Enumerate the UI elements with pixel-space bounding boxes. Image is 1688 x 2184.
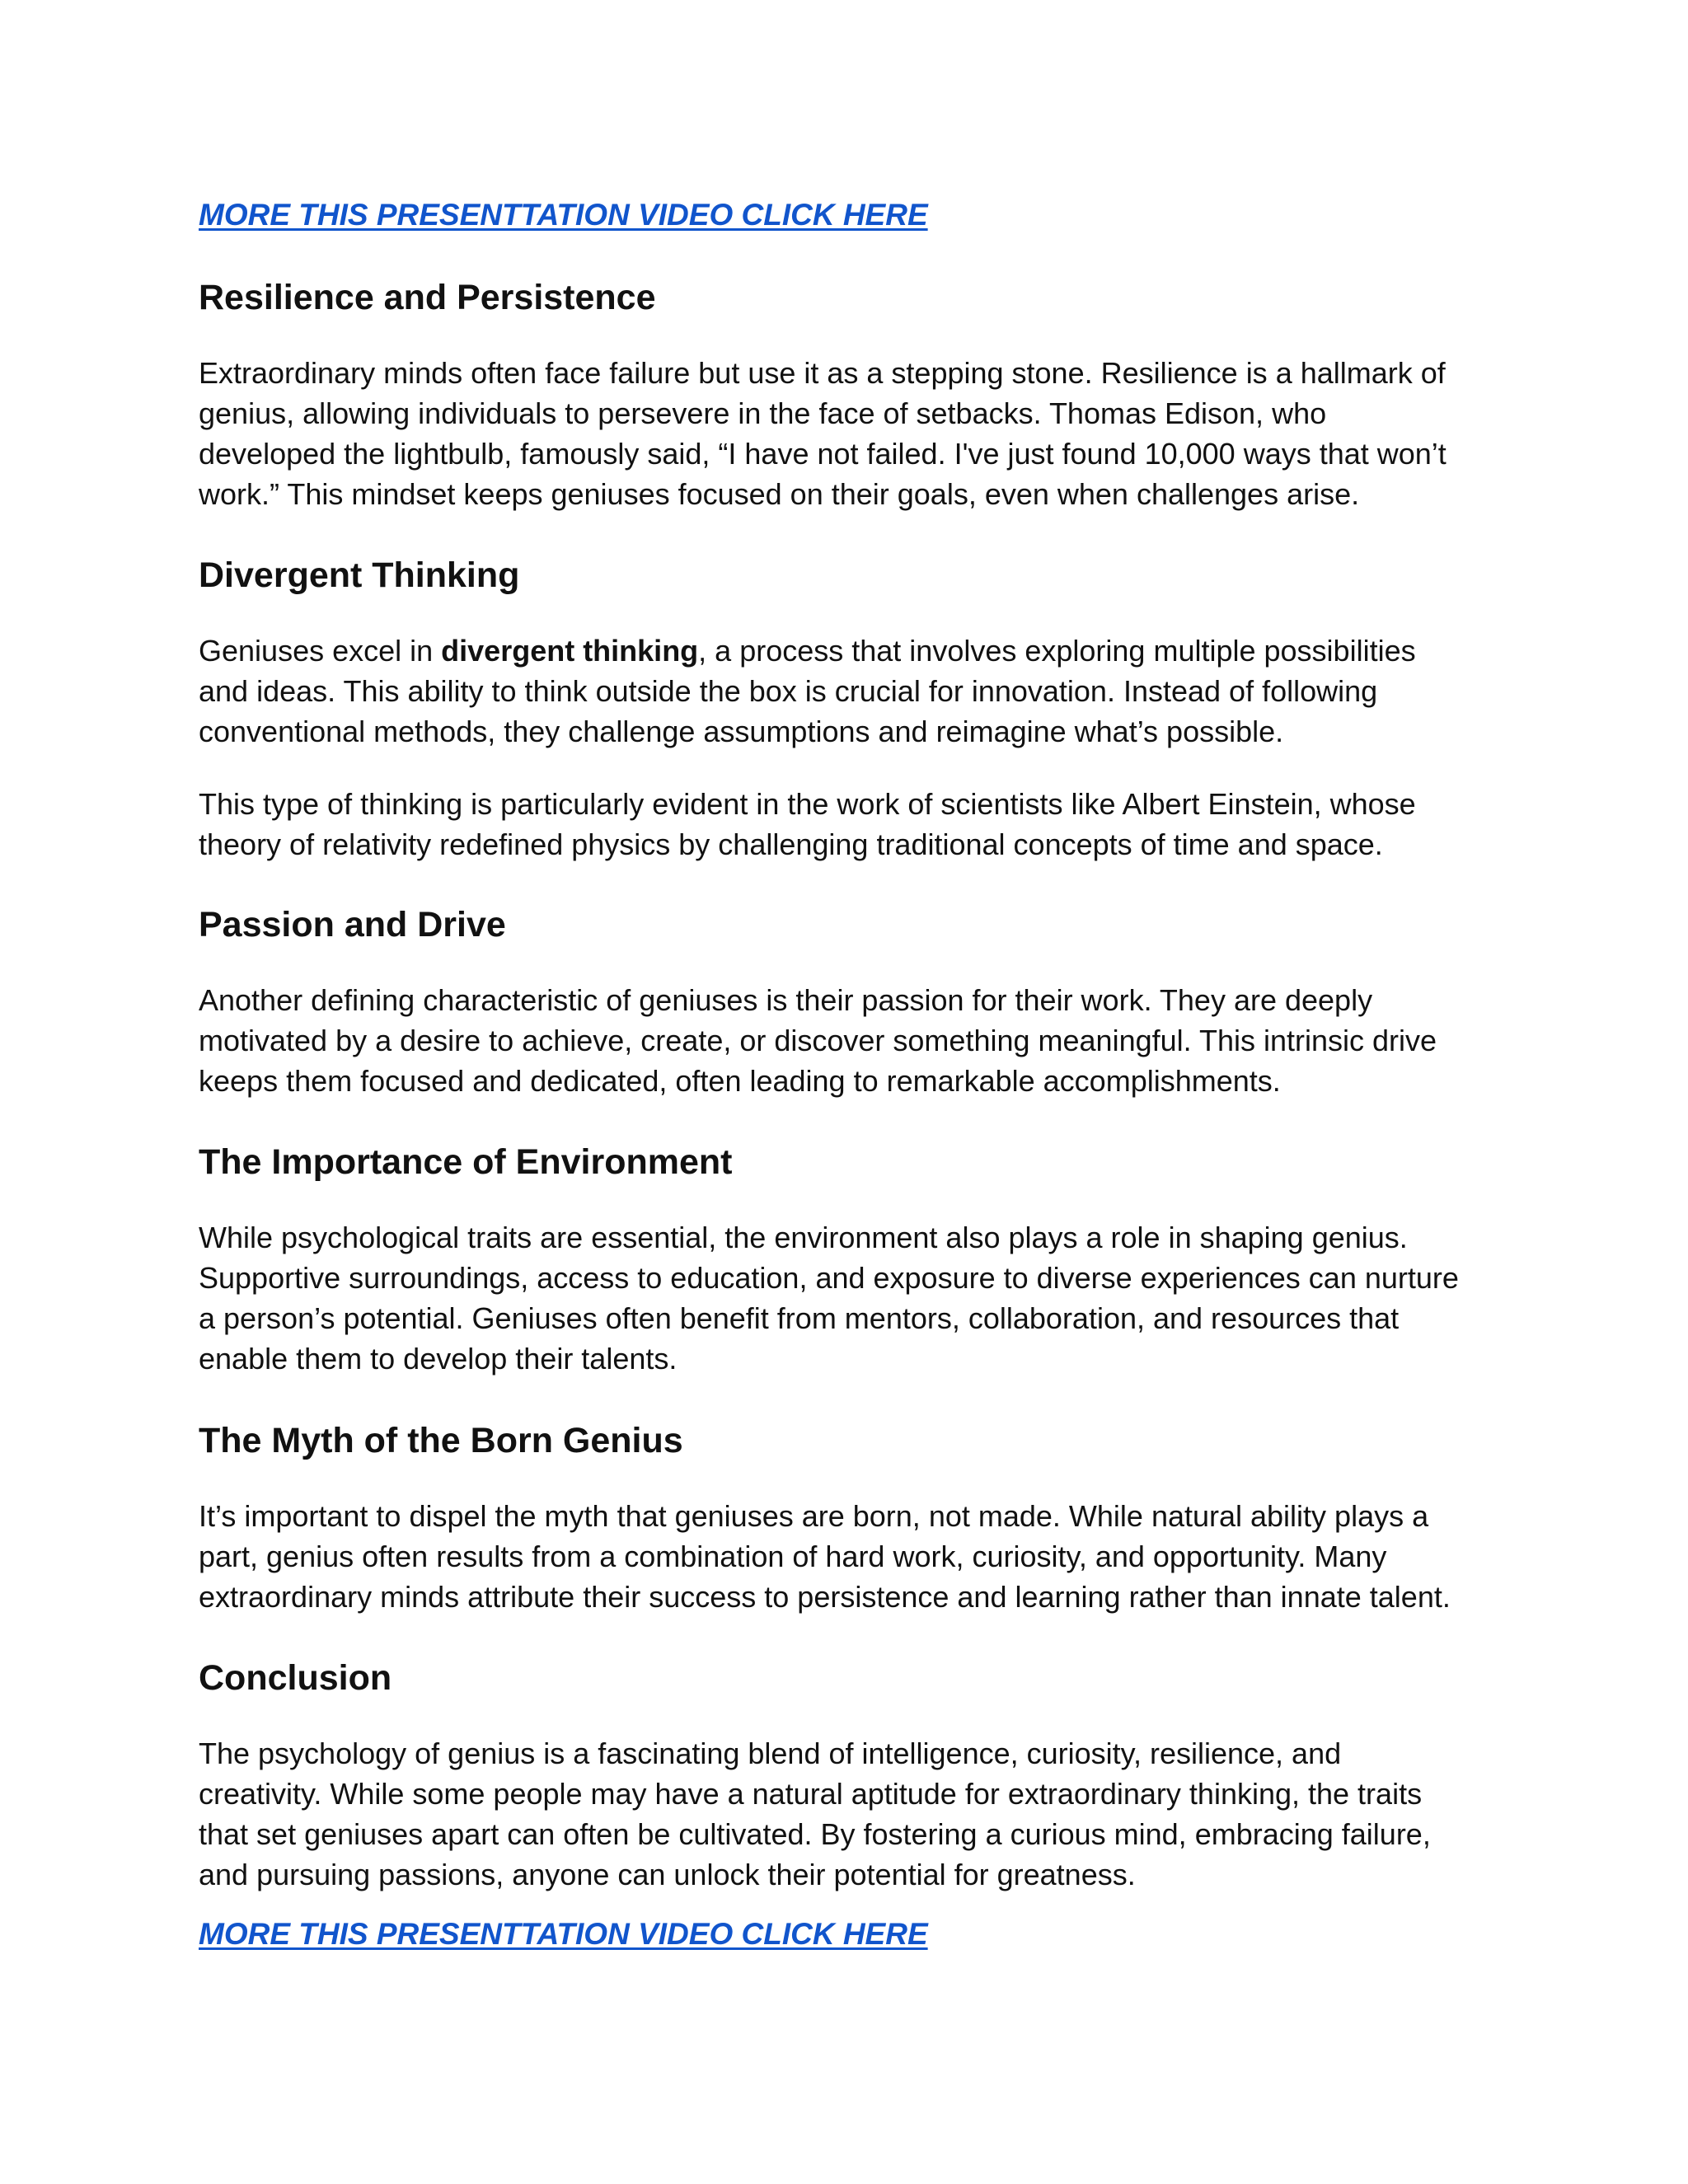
- section-heading-divergent: Divergent Thinking: [199, 555, 520, 595]
- paragraph-line: and ideas. This ability to think outside the box is crucial for innovation. Instead of following: [199, 674, 1378, 708]
- paragraph-passion: [199, 980, 1501, 1101]
- section-heading-myth: The Myth of the Born Genius: [199, 1421, 683, 1460]
- paragraph-myth: [199, 1496, 1501, 1617]
- paragraph-line: enable them to develop their talents.: [199, 1342, 678, 1376]
- section-heading-conclusion: Conclusion: [199, 1658, 392, 1698]
- bold-term: divergent thinking: [441, 634, 699, 668]
- video-link-bottom[interactable]: MORE THIS PRESENTTATION VIDEO CLICK HERE: [199, 1917, 928, 1951]
- paragraph-line: Extraordinary minds often face failure but use it as a stepping stone. Resilience is a hallmark of: [199, 356, 1446, 390]
- paragraph-line: While psychological traits are essential, the environment also plays a role in shaping genius.: [199, 1221, 1408, 1254]
- paragraph-conclusion: [199, 1733, 1501, 1895]
- paragraph-line: Supportive surroundings, access to education, and exposure to diverse experiences can nurture: [199, 1261, 1459, 1295]
- paragraph-environment: [199, 1217, 1501, 1379]
- paragraph-line: Another defining characteristic of geniuses is their passion for their work. They are deeply: [199, 983, 1373, 1017]
- paragraph-line: [199, 630, 1501, 671]
- paragraph-line: extraordinary minds attribute their success to persistence and learning rather than innate talent.: [199, 1580, 1451, 1614]
- paragraph-line: The psychology of genius is a fascinating blend of intelligence, curiosity, resilience, and: [199, 1736, 1342, 1770]
- section-heading-passion: Passion and Drive: [199, 905, 506, 944]
- paragraph-line: motivated by a desire to achieve, create, or discover something meaningful. This intrinsic drive: [199, 1024, 1437, 1057]
- paragraph-divergent-1: [199, 630, 1501, 752]
- paragraph-line: conventional methods, they challenge assumptions and reimagine what’s possible.: [199, 715, 1284, 748]
- paragraph-line: theory of relativity redefined physics by challenging traditional concepts of time and space.: [199, 827, 1383, 861]
- paragraph-line: developed the lightbulb, famously said, “I have not failed. I've just found 10,000 ways that won’t: [199, 437, 1447, 471]
- paragraph-line: keeps them focused and dedicated, often leading to remarkable accomplishments.: [199, 1064, 1281, 1098]
- paragraph-line: genius, allowing individuals to persevere in the face of setbacks. Thomas Edison, who: [199, 396, 1327, 430]
- paragraph-line: a person’s potential. Geniuses often benefit from mentors, collaboration, and resources that: [199, 1301, 1400, 1335]
- paragraph-line: This type of thinking is particularly evident in the work of scientists like Albert Einstein, whose: [199, 787, 1416, 821]
- paragraph-resilience: [199, 353, 1501, 514]
- text-run: Geniuses excel in: [199, 634, 442, 668]
- paragraph-line: creativity. While some people may have a natural aptitude for extraordinary thinking, the traits: [199, 1777, 1423, 1811]
- paragraph-line: It’s important to dispel the myth that geniuses are born, not made. While natural ability plays a: [199, 1499, 1429, 1533]
- paragraph-line: that set geniuses apart can often be cultivated. By fostering a curious mind, embracing failure,: [199, 1817, 1431, 1851]
- section-heading-resilience: Resilience and Persistence: [199, 278, 656, 317]
- video-link-top[interactable]: MORE THIS PRESENTTATION VIDEO CLICK HERE: [199, 198, 928, 232]
- section-heading-environment: The Importance of Environment: [199, 1142, 733, 1182]
- paragraph-line: work.” This mindset keeps geniuses focused on their goals, even when challenges arise.: [199, 477, 1360, 511]
- paragraph-divergent-2: [199, 784, 1501, 865]
- paragraph-line: part, genius often results from a combination of hard work, curiosity, and opportunity. Many: [199, 1540, 1387, 1573]
- paragraph-line: and pursuing passions, anyone can unlock their potential for greatness.: [199, 1858, 1136, 1891]
- text-run: , a process that involves exploring multiple possibilities: [698, 634, 1416, 668]
